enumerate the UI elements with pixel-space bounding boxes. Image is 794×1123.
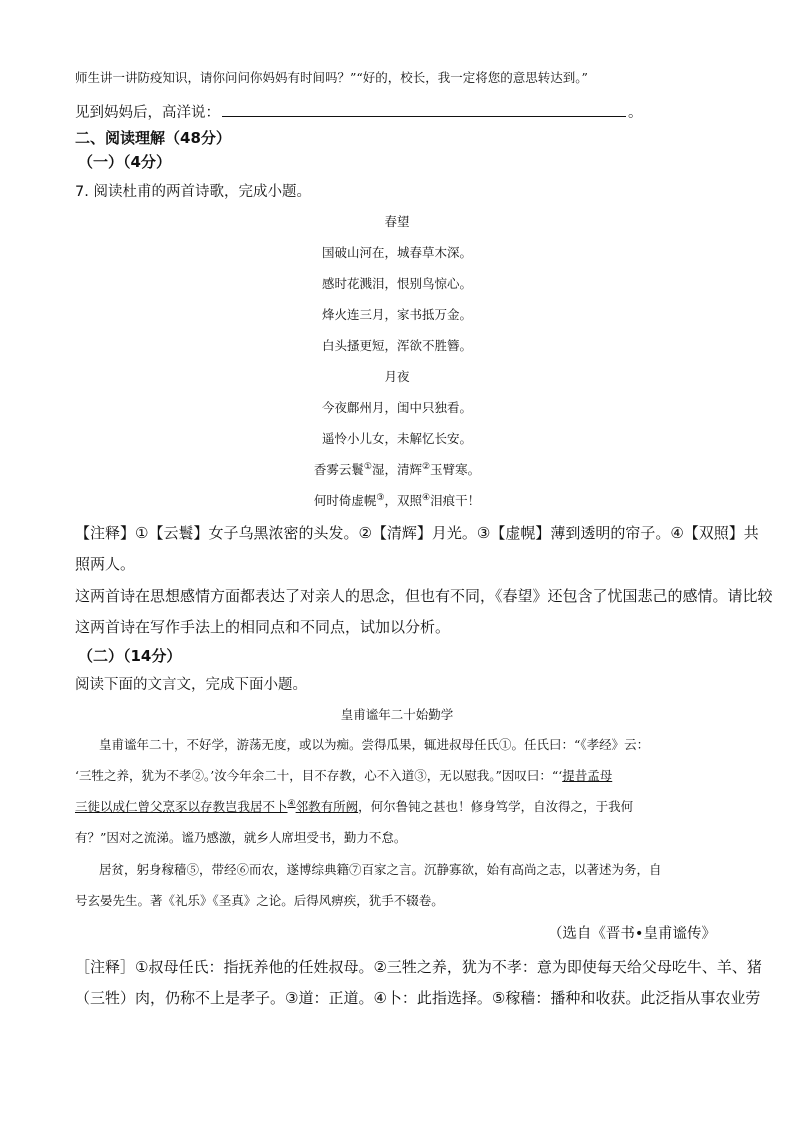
poem1-line: 烽火连三月，家书抵万金。 xyxy=(321,307,472,322)
classical-notes-line: （三牲）肉，仍称不上是孝子。③道：正道。④卜：此指选择。⑤稼穑：播种和收获。此泛指从事农业劳 xyxy=(75,989,761,1007)
underlined-sentence: 三徙以成仁曾父烹豕以存教岂我居不卜 xyxy=(75,799,288,814)
poem-notes-line: 【注释】①【云鬟】女子乌黑浓密的头发。②【清辉】月光。③【虚幌】薄到透明的帘子。④【双照】共 xyxy=(75,524,759,542)
classical-source: （选自《晋书•皇甫谧传》 xyxy=(547,926,716,942)
poem1-line: 感时花溅泪，恨别鸟惊心。 xyxy=(321,276,472,291)
poem2-line xyxy=(0,491,794,509)
q7-question-line: 这两首诗在思想感情方面都表达了对亲人的思念，但也有不同，《春望》还包含了忧国悲己的感情。请比较 xyxy=(75,587,773,605)
classical-text: ‘三牲之养，犹为不孝②。’汝今年余二十，目不存教，心不入道③，无以慰我。”因叹曰：“‘ xyxy=(75,768,563,783)
poem2-line3-part: 湿，清辉 xyxy=(371,462,422,477)
poem1-line: 国破山河在，城春草木深。 xyxy=(321,245,472,260)
poem2-line3-part: 玉臂寒。 xyxy=(430,462,481,477)
poem1-title: 春望 xyxy=(384,214,410,229)
gaoyang-said-line xyxy=(75,101,643,122)
poem2-line4-part: 泪痕干！ xyxy=(430,493,481,508)
footnote-marker: ② xyxy=(422,461,431,472)
poem2-line3-part: 香雾云鬟 xyxy=(313,462,364,477)
gaoyang-said-end: 。 xyxy=(628,105,643,121)
poem2-line: 今夜鄜州月，闺中只独看。 xyxy=(321,400,472,415)
underlined-sentence: 提昔孟母 xyxy=(562,768,613,783)
part2-heading: （二）（14分） xyxy=(78,647,182,665)
classical-line: 皇甫谧年二十，不好学，游荡无度，或以为痴。尝得瓜果，辄进叔母任氏①。任氏曰：“《孝经》云： xyxy=(99,737,650,752)
gaoyang-said-label: 见到妈妈后，高洋说： xyxy=(75,105,220,121)
poem2-line: 遥怜小儿女，未解忆长安。 xyxy=(321,431,472,446)
classical-notes-line: ［注释］①叔母任氏：指抚养他的任姓叔母。②三牲之养，犹为不孝：意为即使每天给父母吃牛、羊、猪 xyxy=(75,958,762,976)
classical-line xyxy=(75,797,633,815)
part1-heading: （一）（4分） xyxy=(78,153,171,171)
poem1-line: 白头搔更短，浑欲不胜簪。 xyxy=(321,338,472,353)
poem2-line4-part: ，双照 xyxy=(384,493,422,508)
q7-question-line: 这两首诗在写作手法上的相同点和不同点，试加以分析。 xyxy=(75,618,451,636)
underlined-sentence: 邻教有所阙 xyxy=(295,799,359,814)
footnote-marker: ④ xyxy=(287,798,296,809)
classical-line: 号玄晏先生。著《礼乐》《圣真》之论。后得风痹疾，犹手不辍卷。 xyxy=(75,893,444,908)
answer-blank xyxy=(222,104,626,117)
poem2-line xyxy=(0,460,794,478)
poem2-title: 月夜 xyxy=(384,369,410,384)
footnote-marker: ① xyxy=(363,461,372,472)
classical-line xyxy=(75,766,612,784)
footnote-marker: ④ xyxy=(422,492,431,503)
classical-title: 皇甫谧年二十始勤学 xyxy=(340,707,454,722)
classical-line: 有？”因对之流涕。谧乃感激，就乡人席坦受书，勤力不怠。 xyxy=(75,830,407,845)
classical-line: 居贫，躬身稼穑⑤，带经⑥而农，遂博综典籍⑦百家之言。沉静寡欲，始有高尚之志，以著述为务，自 xyxy=(99,862,662,877)
dialogue-line: 师生讲一讲防疫知识，请你问问你妈妈有时间吗？”“好的，校长，我一定将您的意思转达到。” xyxy=(75,70,588,85)
part2-prompt: 阅读下面的文言文，完成下面小题。 xyxy=(75,677,307,693)
section2-heading: 二、阅读理解（48分） xyxy=(75,129,231,147)
classical-text: ，何尔鲁钝之甚也！修身笃学，自汝得之，于我何 xyxy=(358,799,634,814)
q7-prompt: 7. 阅读杜甫的两首诗歌，完成小题。 xyxy=(75,184,311,200)
poem2-line4-part: 何时倚虚幌 xyxy=(313,493,377,508)
footnote-marker: ③ xyxy=(376,492,385,503)
poem-notes-line: 照两人。 xyxy=(75,555,136,573)
